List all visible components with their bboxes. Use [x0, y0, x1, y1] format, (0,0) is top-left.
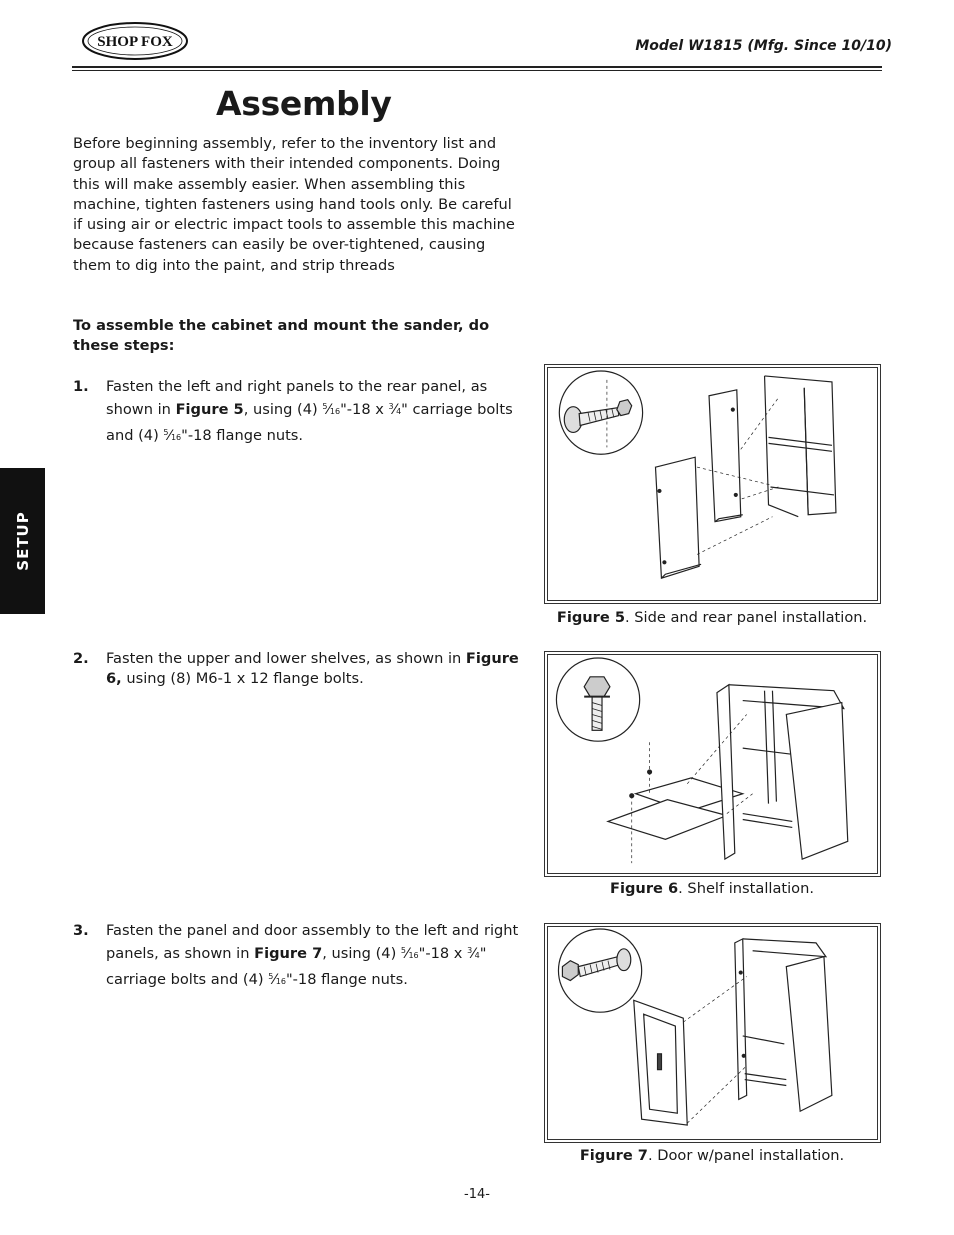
section-tab-label: SETUP: [13, 511, 32, 571]
figure-7-illustration: [548, 927, 877, 1139]
figure-ref: Figure 7: [254, 945, 323, 963]
page-number: -14-: [464, 1187, 490, 1202]
header-rule-thin: [72, 70, 882, 71]
step-text: Fasten the panel and door assembly to the left and right panels, as shown in Figure 7, using (4) $^5$⁄16"-18 x $^3$⁄4" carriage bolts and (4) $^5$⁄16"-18 flange nuts.: [106, 922, 519, 988]
step-text: Fasten the left and right panels to the rear panel, as shown in Figure 5, using (4) $^5$⁄16"-18 x $^3$⁄4" carriage bolts and (4) $^5$⁄16"-18 flange nuts.: [106, 378, 513, 444]
figure-6-caption: Figure 6. Shelf installation.: [610, 880, 814, 897]
model-heading: Model W1815 (Mfg. Since 10/10): [635, 38, 892, 54]
figure-7-caption: Figure 7. Door w/panel installation.: [579, 1147, 845, 1164]
figure-5-caption: Figure 5. Side and rear panel installation.: [556, 609, 868, 626]
step-1: [73, 377, 523, 448]
figure-5: [544, 364, 881, 604]
step-number: 2.: [73, 650, 89, 667]
figure-5-illustration: [548, 368, 877, 600]
intro-paragraph: Before beginning assembly, refer to the inventory list and group all fasteners with their intended components. Doing this will make assembly easier. When assembling this machine, tighten fasteners using hand tools only. Be careful if using air or electric impact tools to assemble this machine because fasteners can easily be over-tightened, causing them to dig into the paint, and strip threads: [73, 135, 515, 274]
figure-6-illustration: [548, 655, 877, 873]
section-tab: [0, 468, 45, 614]
figure-6: [544, 651, 881, 877]
page-title: Assembly: [216, 84, 392, 123]
shop-fox-logo: [80, 20, 190, 62]
figure-ref: Figure 6,: [106, 650, 519, 688]
step-3: [73, 921, 523, 992]
figure-ref: Figure 5: [175, 401, 244, 419]
steps-lead: To assemble the cabinet and mount the sander, do these steps:: [73, 317, 490, 355]
figure-7: [544, 923, 881, 1143]
step-2: [73, 649, 523, 690]
brand-text: SHOP FOX: [97, 34, 173, 50]
step-text: Fasten the upper and lower shelves, as shown in Figure 6, using (8) M6-1 x 12 flange bolts.: [106, 650, 519, 688]
step-number: 3.: [73, 922, 89, 939]
step-number: 1.: [73, 378, 89, 395]
header-rule: [72, 66, 882, 68]
